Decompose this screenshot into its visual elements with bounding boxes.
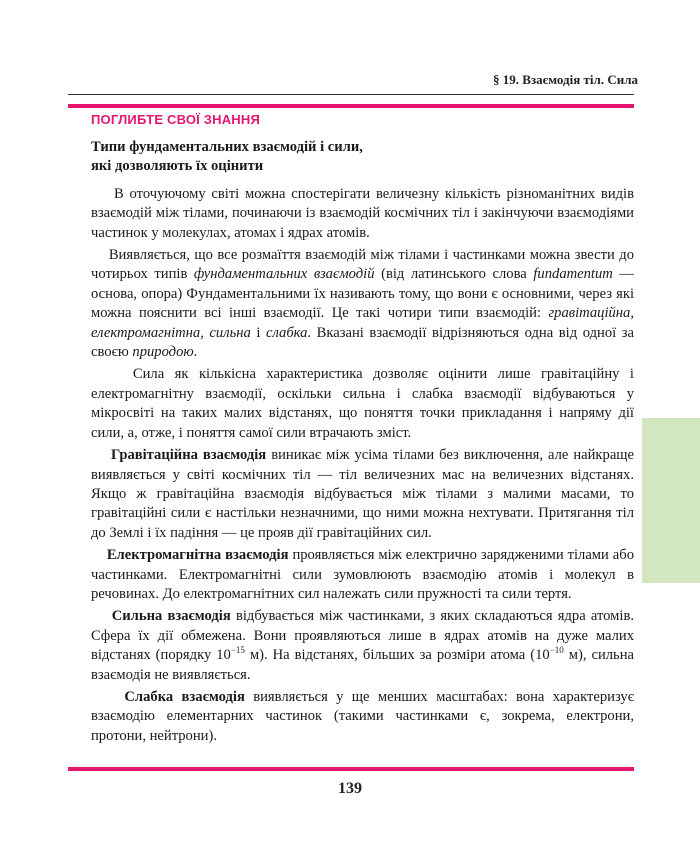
page-number: 139 [338, 780, 362, 797]
paragraph-electromagnetic [91, 546, 634, 604]
paragraph-indent [91, 366, 133, 382]
section-label: ПОГЛИБТЕ СВОЇ ЗНАННЯ [91, 112, 261, 127]
term-latin: fundamentum [533, 266, 613, 283]
paragraph-text: проявляється між електрично зарядженими тілами або частинками. Електромагнітні сили зумовлюють взаємодію атомів і молекул в речовинах. До електромагнітних сил належать сили пружності та сили тертя. [91, 547, 634, 602]
article-body [91, 138, 634, 749]
text-run: Виявляється, що все розмаїття взаємодій між тілами і частинками можна звести до чотирьох типів [91, 247, 634, 283]
paragraph-indent [91, 689, 124, 705]
article-subtitle [91, 138, 634, 177]
paragraph-indent [91, 247, 109, 263]
term-fundamental: фундаментальних взаємодій [193, 266, 375, 283]
section-top-bar [68, 104, 634, 108]
term-types: гравітаційна, електромагнітна, сильна [91, 305, 634, 341]
text-run: і [250, 324, 266, 341]
paragraph-strong [91, 607, 634, 685]
term-electromagnetic: Електромагнітна взаємодія [106, 547, 289, 564]
term-gravitational: Гравітаційна взаємодія [110, 447, 267, 464]
term-weak: слабка [266, 324, 308, 341]
paragraph-gravitational [91, 446, 634, 543]
paragraph-text: В оточуючому світі можна спостерігати величезну кількість різноманітних видів взаємодій між тілами, починаючи із взаємодій космічних тіл і закінчуючи взаємодіями частинок у молекулах, атомах і ядрах атомів. [91, 185, 635, 241]
exponent: −15 [230, 645, 245, 656]
paragraph-indent [91, 547, 107, 563]
term-nature: природою [132, 344, 194, 361]
chapter-side-tab [642, 418, 700, 583]
text-run: м), сильна взаємодія не виявляється. [91, 647, 634, 683]
paragraph-weak [91, 688, 634, 746]
paragraph-indent [91, 608, 112, 624]
paragraph-indent [91, 186, 114, 202]
paragraph-force [91, 365, 634, 443]
running-header: § 19. Взаємодія тіл. Сила [492, 72, 638, 87]
header-rule [68, 94, 634, 95]
text-run: — основа, опора) Фундаментальними їх називають тому, що вони є основними, через які можна пояснити всі інші взаємодії. Це такі чотири типи взаємодій: [91, 266, 635, 322]
term-weak-interaction: Слабка взаємодія [124, 688, 245, 705]
text-run: . Вказані взаємодії відрізняються одна від одної за своєю [91, 324, 634, 361]
section-bottom-bar [68, 767, 634, 771]
paragraph-intro [91, 185, 634, 243]
text-run: . [193, 344, 198, 361]
paragraph-indent [91, 447, 111, 463]
text-run: (від латинського слова [374, 266, 534, 283]
term-strong: Сильна взаємодія [111, 608, 231, 625]
text-run: м). На відстанях, більших за розміри атома (10 [244, 647, 550, 664]
subtitle-line-2: які дозволяють їх оцінити [91, 158, 264, 175]
paragraph-text: виникає між усіма тілами без виключення, але найкраще виявляється у світі космічних тіл — тіл величезних мас на величезних відстанях. Якщо ж гравітаційна взаємодія відбувається між тілами з малими масами, то гравітаційні сили є настільки незначними, що ними можна нехтувати. Притягання тіл до Землі і їх падіння — це прояв дії гравітаційних сил. [91, 447, 635, 541]
exponent: −10 [549, 645, 564, 656]
paragraph-text: виявляється у ще менших масштабах: вона характеризує взаємодію елементарних частинок (такими частинками є, зокрема, електрони, протони, нейтрони). [91, 688, 634, 744]
paragraph-fundamental [91, 246, 634, 362]
text-run: відбувається між частинками, з яких складаються ядра атомів. Сфера їх дії обмежена. Вони проявляються лише в ядрах атомів на дуже малих відстанях (порядку 10 [91, 608, 634, 664]
paragraph-text: Сила як кількісна характеристика дозволяє оцінити лише гравітаційну і електромагнітну взаємодії, оскільки сильна і слабка взаємодії відбуваються у мікросвіті на таких малих відстанях, що поняття точки прикладання і напряму дії сили, а, отже, і поняття самої сили втрачають зміст. [91, 366, 634, 441]
subtitle-line-1: Типи фундаментальних взаємодій і сили, [91, 139, 363, 155]
